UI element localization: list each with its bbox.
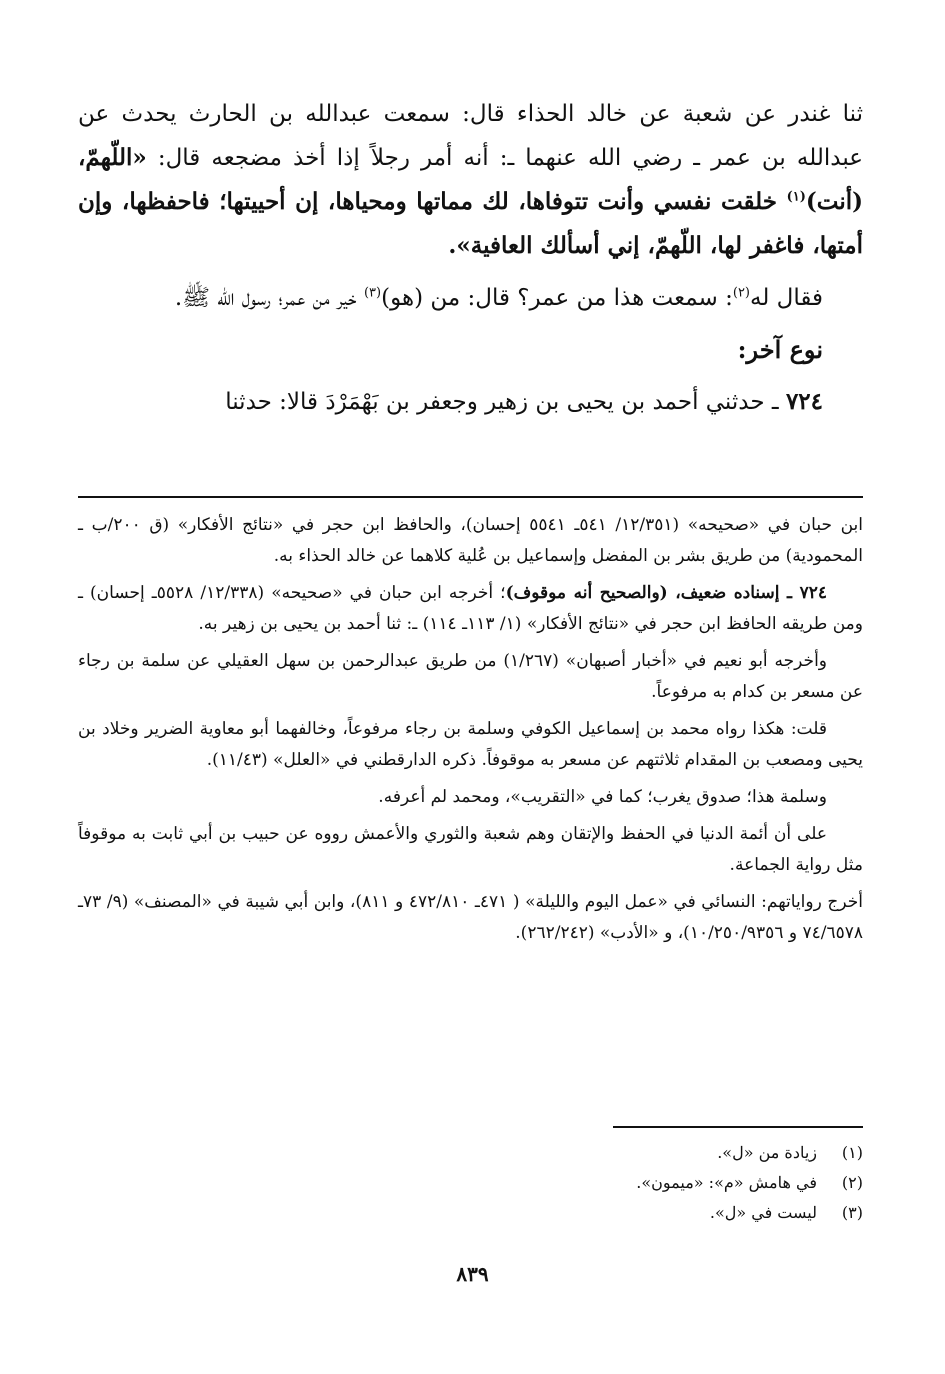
note-paragraph: أخرج رواياتهم: النسائي في «عمل اليوم والليلة» ( ٤٧١ـ ٤٧٢/٨١٠ و ٨١١)، وابن أبي شيبة في «المصنف» (٩/ ٧٣ـ ٧٤/٦٥٧٨ و ١٠/٢٥٠/٩٣٥٦)، و «الأدب» (٢٦٢/٢٤٢). [78, 892, 863, 943]
text-line: عن عبدالله بن عمر ـ رضي الله عنهما ـ: أنه أمر رجلاً إذا أخذ مضجعه [78, 101, 863, 171]
page-number: ٨٣٩ [456, 1262, 489, 1286]
note-paragraph: وأخرجه أبو نعيم في «أخبار أصبهان» (١/٢٦٧) من طريق عبدالرحمن بن سهل العقيلي عن سلمة بن رجاء عن مسعر بن كدام به مرفوعاً. [78, 651, 863, 702]
note-paragraph: على أن أئمة الدنيا في الحفظ والإتقان وهم شعبة والثوري والأعمش رووه عن حبيب بن أبي ثابت به موقوفاً مثل رواية الجماعة. [78, 824, 863, 875]
footnote-ref[interactable]: (١) [786, 189, 806, 205]
footnote-text: ليست في «ل». [709, 1203, 817, 1222]
footnote-number: (٣) [841, 1203, 863, 1222]
divider [78, 496, 863, 498]
paragraph-hadith [78, 92, 863, 268]
paragraph-hadith-724: ٧٢٤ ـ حدثني أحمد بن يحيى بن زهير وجعفر بن بَهْمَرْدَ قالا: حدثنا [225, 388, 823, 415]
commentary [78, 510, 863, 955]
note-heading: ٧٢٤ ـ إسناده ضعيف، (والصحيح أنه موقوف) [505, 583, 828, 603]
footnote-item [78, 1168, 863, 1198]
footnote-ref[interactable]: (٢) [732, 285, 750, 301]
dua-text: «اللّهمّ، (أنت)$^{(١)}$ خلقت نفسي وأنت تتوفاها، لك مماتها ومحياها، إن أحييتها؛ فاحفظها، وإن أمتها، فاغفر لها، اللّهمّ، إني أسألك العافية». [78, 144, 863, 259]
note-paragraph: قلت: هكذا رواه محمد بن إسماعيل الكوفي وسلمة بن رجاء مرفوعاً، وخالفهما أبو معاوية الضرير وخلاد بن يحيى ومصعب بن المقدام ثلاثتهم عن مسعر به موقوفاً. ذكره الدارقطني في «العلل» (١١/٤٣). [78, 719, 863, 770]
main-text [78, 92, 863, 432]
section-heading: نوع آخر: [737, 335, 823, 364]
text-line: قال: [146, 145, 201, 171]
footnote-number: (٢) [841, 1173, 863, 1192]
hadith-number: ٧٢٤ [785, 388, 823, 415]
footnotes [78, 1138, 863, 1228]
footnote-ref[interactable]: (٣) [363, 285, 382, 301]
footnote-number: (١) [841, 1143, 863, 1162]
note-paragraph: ٧٢٤ ـ إسناده ضعيف، (والصحيح أنه موقوف)؛ أخرجه ابن حبان في «صحيحه» (١٢/٣٣٨/ ٥٥٢٨ـ إحسان) ـ ومن طريقه الحافظ ابن حجر في «نتائج الأفكار» (١/ ١١٣ـ ١١٤) ـ: ثنا أحمد بن يحيى بن زهير به. [78, 583, 863, 634]
footnote-divider [613, 1126, 863, 1128]
note-paragraph: وسلمة هذا؛ صدوق يغرب؛ كما في «التقريب»، ومحمد لم أعرفه. [378, 787, 827, 807]
note-paragraph: ابن حبان في «صحيحه» (١٢/٣٥١/ ٥٤١ـ ٥٥٤١ إحسان)، والحافظ ابن حجر في «نتائج الأفكار» (ق ٢٠٠/ب ـ المحمودية) من طريق بشر بن المفضل وإسماعيل بن عُلية كلاهما عن خالد الحذاء به. [78, 515, 863, 566]
footnote-text: زيادة من «ل». [717, 1143, 817, 1162]
text-line: ثنا غندر عن شعبة عن خالد الحذاء قال: سمعت عبدالله بن الحارث يحدث [121, 101, 863, 127]
footnote-text: في هامش «م»: «ميمون». [636, 1173, 817, 1192]
footnote-item [78, 1138, 863, 1168]
paragraph-question: فقال له$^{(٢)}$: سمعت هذا من عمر؟ قال: من (هو)$^{(٣)}$ خير من عمر؛ رسول الله ﷺ. [174, 285, 823, 311]
footnote-item [78, 1198, 863, 1228]
